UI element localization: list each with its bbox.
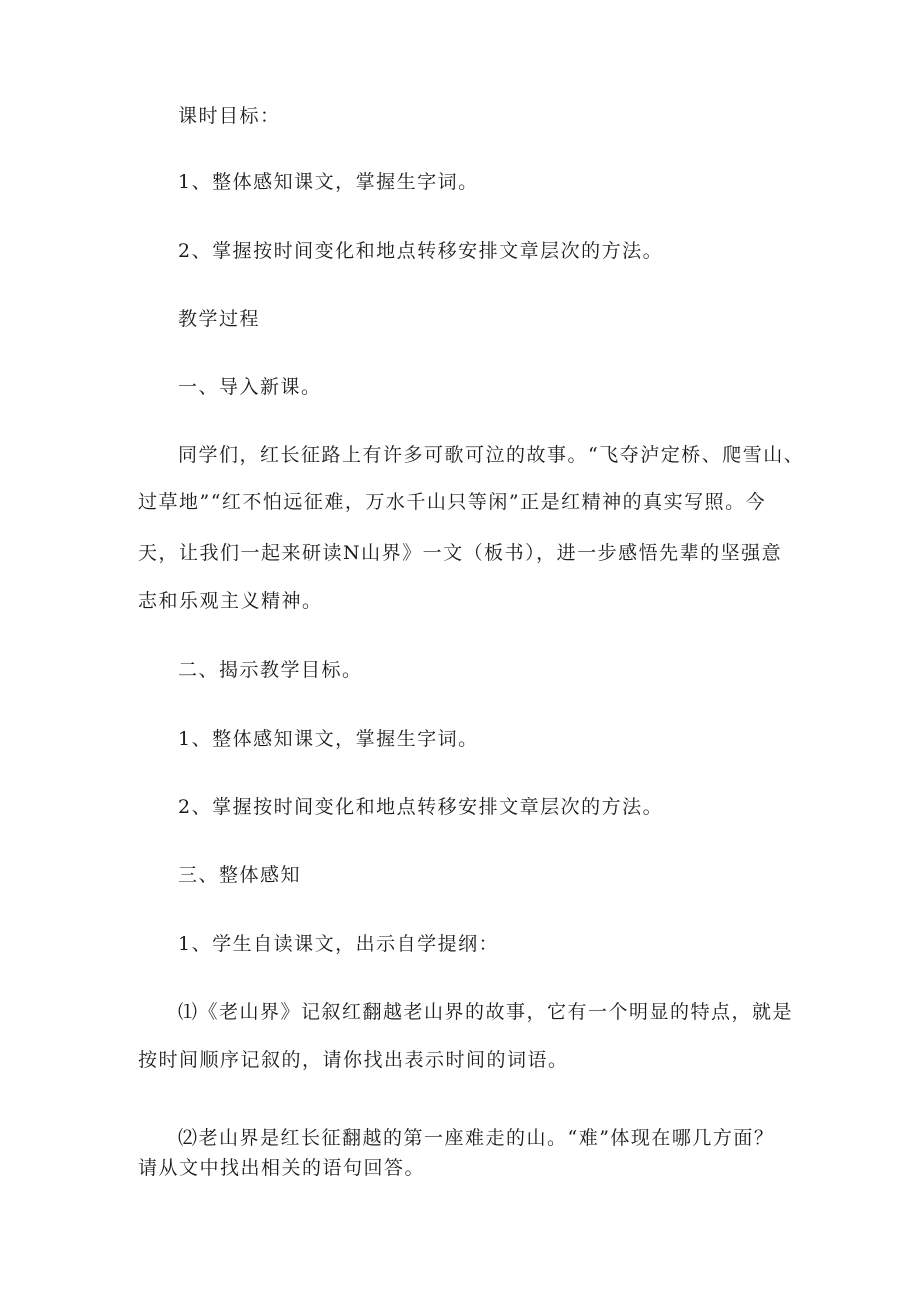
question-line: 按时间顺序记叙的，请你找出表示时间的词语。 [138,1049,569,1071]
objective-item: 1、整体感知课文，掌握生字词。 [178,171,479,193]
paragraph-line: 过草地”“红不怕远征难，万水千山只等闲”正是红精神的真实写照。今 [138,491,767,513]
section-heading: 一、导入新课。 [178,376,322,398]
question-line: ⑴《老山界》记叙红翻越老山界的故事，它有一个明显的特点，就是 [178,1001,794,1023]
objective-item: 2、掌握按时间变化和地点转移安排文章层次的方法。 [178,796,664,818]
section-heading: 二、揭示教学目标。 [178,659,363,681]
paragraph-line: 天，让我们一起来研读N山界》一文（板书），进一步感悟先辈的坚强意 [138,542,783,564]
objective-item: 1、整体感知课文，掌握生字词。 [178,728,479,750]
section-heading: 三、整体感知 [178,864,302,886]
objective-item: 2、掌握按时间变化和地点转移安排文章层次的方法。 [178,240,664,262]
question-line: ⑵老山界是红长征翻越的第一座难走的山。“难”体现在哪几方面？ [178,1127,775,1149]
step-line: 1、学生自读课文，出示自学提纲： [178,933,500,955]
paragraph-line: 同学们，红长征路上有许多可歌可泣的故事。“飞夺泸定桥、爬雪山、 [178,444,805,466]
objectives-heading: 课时目标： [178,105,281,127]
question-line: 请从文中找出相关的语句回答。 [138,1157,426,1179]
paragraph-line: 志和乐观主义精神。 [138,590,323,612]
process-heading: 教学过程 [178,308,261,330]
